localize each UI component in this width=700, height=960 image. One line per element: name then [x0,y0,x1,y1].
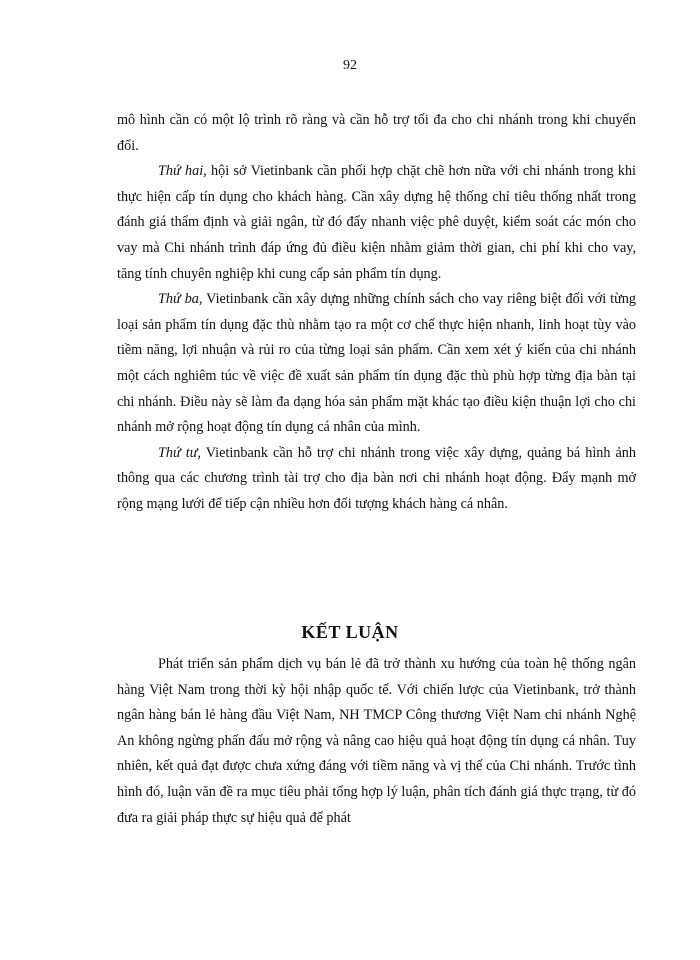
paragraph-text: Vietinbank cần xây dựng những chính sách cho vay riêng biệt đối với từng loại sản phẩm tín dụng đặc thù nhằm tạo ra một cơ chế thực hiện nhanh, linh hoạt tùy vào tiềm năng, lợi nhuận và rủi ro của từng loại sản phẩm. Cần xem xét ý kiến của chi nhánh một cách nghiêm túc về việc đề xuất sản phẩm tín dụng đặc thù phù hợp từng địa bàn tại chi nhánh. Điều này sẽ làm đa dạng hóa sản phẩm mặt khác tạo điều kiện thuận lợi cho chi nhánh mở rộng hoạt động tín dụng cá nhân của mình. [117,291,636,436]
paragraph-lead: Thứ ba, [158,291,203,308]
paragraph-lead: Thứ tư, [158,444,201,461]
body-section [117,108,636,518]
continuation-paragraph: mô hình cần có một lộ trình rõ ràng và cần hỗ trợ tối đa cho chi nhánh trong khi chuyển đổi. [117,112,636,154]
paragraph-text: hội sở Vietinbank cần phối hợp chặt chẽ hơn nữa với chi nhánh trong khi thực hiện cấp tín dụng cho khách hàng. Cần xây dựng hệ thống chỉ tiêu thống nhất trong đánh giá thẩm định và giải ngân, từ đó đẩy nhanh việc phê duyệt, kiểm soát các món cho vay mà Chi nhánh trình đáp ứng đủ điều kiện nhằm giảm thời gian, chi phí khi cho vay, tăng tính chuyên nghiệp khi cung cấp sản phẩm tín dụng. [117,163,636,282]
conclusion-paragraph: Phát triển sản phẩm dịch vụ bán lẻ đã trở thành xu hướng của toàn hệ thống ngân hàng Việt Nam trong thời kỳ hội nhập quốc tế. Với chiến lược của Vietinbank, trở thành ngân hàng bán lẻ hàng đầu Việt Nam, NH TMCP Công thương Việt Nam chi nhánh Nghệ An không ngừng phấn đấu mở rộng và nâng cao hiệu quả hoạt động tín dụng cá nhân. Tuy nhiên, kết quả đạt được chưa xứng đáng với tiềm năng và vị thế của Chi nhánh. Trước tình hình đó, luận văn đề ra mục tiêu phải tổng hợp lý luận, phân tích đánh giá thực trạng, từ đó đưa ra giải pháp thực sự hiệu quả để phát [117,656,636,826]
paragraph-second [117,159,636,287]
paragraph-fourth [117,441,636,518]
page-number: 92 [343,58,357,73]
paragraph-lead: Thứ hai, [158,163,207,180]
conclusion-heading: KẾT LUẬN [301,622,399,642]
paragraph-third [117,287,636,441]
conclusion-section [117,652,636,831]
paragraph-text: Vietinbank cần hỗ trợ chi nhánh trong việc xây dựng, quảng bá hình ảnh thông qua các chương trình tài trợ cho địa bàn nơi chi nhánh hoạt động. Đẩy mạnh mở rộng mạng lưới để tiếp cận nhiều hơn đối tượng khách hàng cá nhân. [117,444,636,512]
